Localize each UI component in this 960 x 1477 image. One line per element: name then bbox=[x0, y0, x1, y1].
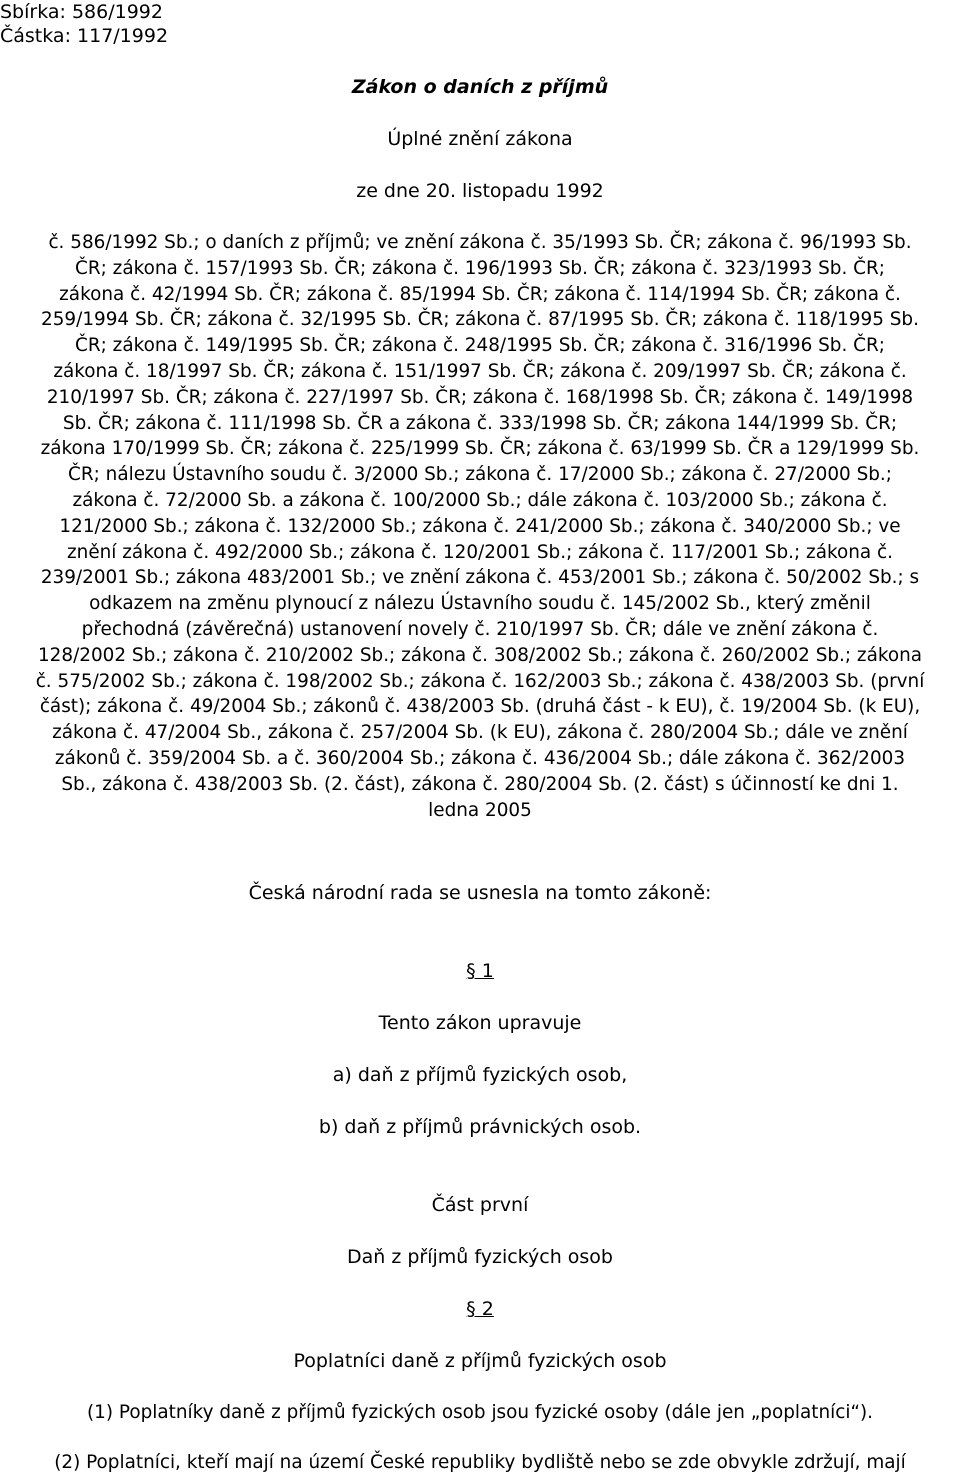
part-1-label: Část první bbox=[431, 1194, 529, 1216]
law-date: ze dne 20. listopadu 1992 bbox=[356, 180, 604, 202]
section-1-sign: § 1 bbox=[466, 960, 494, 982]
section-1-item-b: b) daň z příjmů právnických osob. bbox=[318, 1116, 642, 1138]
amendment-line: ČR; zákona č. 149/1995 Sb. ČR; zákona č. 248/1995 Sb. ČR; zákona č. 316/1996 Sb. ČR; bbox=[75, 335, 885, 357]
law-subtitle: Úplné znění zákona bbox=[387, 128, 573, 150]
amendment-line: č. 575/2002 Sb.; zákona č. 198/2002 Sb.; zákona č. 162/2003 Sb.; zákona č. 438/2003 Sb. (první bbox=[35, 670, 925, 692]
amendment-line: ledna 2005 bbox=[428, 799, 532, 821]
issue-number: Částka: 117/1992 bbox=[0, 25, 169, 47]
law-title: Zákon o daních z příjmů bbox=[351, 76, 609, 98]
amendment-line: zákona č. 18/1997 Sb. ČR; zákona č. 151/1997 Sb. ČR; zákona č. 209/1997 Sb. ČR; zákona č. bbox=[53, 360, 907, 382]
section-1-heading: Tento zákon upravuje bbox=[378, 1012, 582, 1034]
part-1-heading: Daň z příjmů fyzických osob bbox=[347, 1246, 613, 1268]
section-2-sign: § 2 bbox=[466, 1298, 494, 1320]
amendment-line: Sb. ČR; zákona č. 111/1998 Sb. ČR a zákona č. 333/1998 Sb. ČR; zákona 144/1999 Sb. ČR; bbox=[62, 412, 898, 434]
amendment-line: 121/2000 Sb.; zákona č. 132/2000 Sb.; zákona č. 241/2000 Sb.; zákona č. 340/2000 Sb.; ve bbox=[59, 515, 901, 537]
amendment-line: zákonů č. 359/2004 Sb. a č. 360/2004 Sb.; zákona č. 436/2004 Sb.; dále zákona č. 362/2003 bbox=[54, 747, 906, 769]
amendment-line: ČR; nálezu Ústavního soudu č. 3/2000 Sb.; zákona č. 17/2000 Sb.; zákona č. 27/2000 Sb.; bbox=[68, 464, 892, 486]
amendment-line: zákona č. 72/2000 Sb. a zákona č. 100/2000 Sb.; dále zákona č. 103/2000 Sb.; zákona č. bbox=[72, 489, 888, 511]
section-2-heading: Poplatníci daně z příjmů fyzických osob bbox=[293, 1350, 667, 1372]
preamble: Česká národní rada se usnesla na tomto zákoně: bbox=[248, 882, 712, 904]
amendment-line: 239/2001 Sb.; zákona 483/2001 Sb.; ve znění zákona č. 453/2001 Sb.; zákona č. 50/2002 Sb.; s bbox=[40, 567, 920, 589]
amendment-line: přechodná (závěrečná) ustanovení novely č. 210/1997 Sb. ČR; dále ve znění zákona č. bbox=[81, 618, 879, 640]
amendment-line: ČR; zákona č. 157/1993 Sb. ČR; zákona č. 196/1993 Sb. ČR; zákona č. 323/1993 Sb. ČR; bbox=[75, 257, 885, 279]
section-2-paragraph-1: (1) Poplatníky daně z příjmů fyzických osob jsou fyzické osoby (dále jen „poplatníci“). bbox=[86, 1402, 874, 1423]
section-1-item-a: a) daň z příjmů fyzických osob, bbox=[332, 1064, 628, 1086]
amendment-line: 210/1997 Sb. ČR; zákona č. 227/1997 Sb. ČR; zákona č. 168/1998 Sb. ČR; zákona č. 149/1998 bbox=[46, 386, 914, 408]
amendment-line: č. 586/1992 Sb.; o daních z příjmů; ve znění zákona č. 35/1993 Sb. ČR; zákona č. 96/1993 Sb. bbox=[48, 232, 912, 253]
amendments-list bbox=[4, 230, 956, 823]
amendment-line: zákona č. 42/1994 Sb. ČR; zákona č. 85/1994 Sb. ČR; zákona č. 114/1994 Sb. ČR; zákona č. bbox=[59, 283, 901, 305]
amendment-line: část); zákona č. 49/2004 Sb.; zákonů č. 438/2003 Sb. (druhá část - k EU), č. 19/2004 Sb. (k EU), bbox=[39, 696, 921, 718]
section-2-paragraph-2: (2) Poplatníci, kteří mají na území České republiky bydliště nebo se zde obvykle zdržují, mají bbox=[54, 1452, 906, 1473]
amendment-line: zákona 170/1999 Sb. ČR; zákona č. 225/1999 Sb. ČR; zákona č. 63/1999 Sb. ČR a 129/1999 Sb. bbox=[40, 438, 920, 460]
amendment-line: 128/2002 Sb.; zákona č. 210/2002 Sb.; zákona č. 308/2002 Sb.; zákona č. 260/2002 Sb.; zákona bbox=[37, 644, 923, 666]
collection-number: Sbírka: 586/1992 bbox=[0, 1, 163, 23]
amendment-line: Sb., zákona č. 438/2003 Sb. (2. část), zákona č. 280/2004 Sb. (2. část) s účinností ke dni 1. bbox=[61, 773, 899, 795]
amendment-line: 259/1994 Sb. ČR; zákona č. 32/1995 Sb. ČR; zákona č. 87/1995 Sb. ČR; zákona č. 118/1995 Sb. bbox=[41, 309, 919, 331]
amendment-line: zákona č. 47/2004 Sb., zákona č. 257/2004 Sb. (k EU), zákona č. 280/2004 Sb.; dále ve znění bbox=[52, 722, 908, 744]
amendment-line: odkazem na změnu plynoucí z nálezu Ústavního soudu č. 145/2002 Sb., který změnil bbox=[89, 593, 871, 615]
amendment-line: znění zákona č. 492/2000 Sb.; zákona č. 120/2001 Sb.; zákona č. 117/2001 Sb.; zákona č. bbox=[67, 541, 893, 563]
